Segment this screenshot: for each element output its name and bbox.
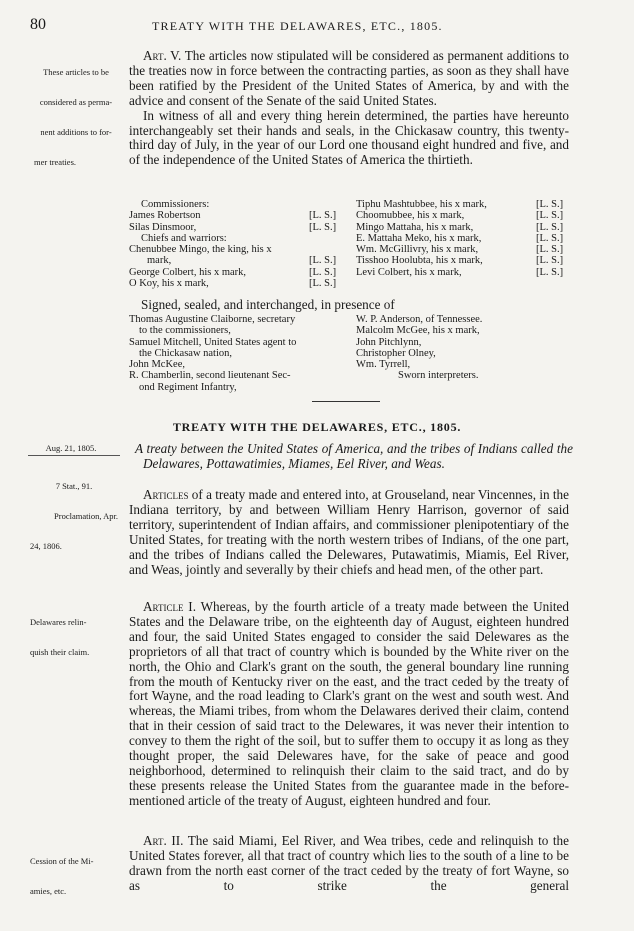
signature-name: mark, (147, 255, 172, 267)
seal: [L. S.] (309, 266, 337, 278)
articles-text: of a treaty made and entered into, at Grouseland, near Vincennes, in the Indiana territory, by and between William Henry Harrison, governor of said territory, superintendent of Indian affairs, and commissioner plenipotentiary of the United States, for treating with the north western tribes of Indians, of the one part, and the tribes of Indians called the Delewares, Putawatimis, Miamis, Eel River, and Weas, jointly and severally by their chiefs and head men, of the other part. (129, 487, 570, 577)
seal: [L. S.] (309, 255, 337, 267)
signature-name: Tiphu Mashtubbee, his x mark, (356, 199, 487, 210)
signature-row (356, 199, 571, 210)
signature-row (356, 222, 571, 233)
signature-name: O Koy, his x mark, (129, 278, 209, 290)
margin-note-cession (30, 836, 126, 906)
signature-row (129, 278, 344, 289)
witnesses-right (356, 314, 571, 382)
seal: [L. S.] (309, 221, 337, 233)
signature-name: Tisshoo Hoolubta, his x mark, (356, 255, 483, 267)
articles-lead: Articles (143, 487, 189, 502)
signature-name: Chenubbee Mingo, the king, his x (129, 244, 272, 256)
date-rule (28, 455, 120, 456)
witness-line: John McKee, (129, 359, 185, 371)
witness-line: R. Chamberlin, second lieutenant Sec- (129, 370, 291, 382)
witness-line: the Chickasaw nation, (139, 347, 233, 359)
witnesses-left (129, 314, 344, 393)
signature-row (356, 244, 571, 255)
margin-note-line: amies, etc. (30, 886, 67, 896)
citation-note (30, 461, 118, 561)
witness-line: W. P. Anderson, of Tennessee. (356, 314, 483, 325)
signatures-left (129, 199, 344, 289)
article-5-label: Art. V. (143, 48, 182, 63)
treaty-subtitle: A treaty between the United States of America, and the tribes of Indians called the Delawares, Pottawatimies, Miames, Eel River, and Weas. (135, 441, 573, 471)
witness-line: Wm. Tyrrell, (356, 359, 411, 371)
margin-note-line: Cession of the Mi- (30, 856, 94, 866)
signature-row (129, 199, 344, 210)
witness-line: Sworn interpreters. (398, 370, 479, 382)
article-2-text: The said Miami, Eel River, and Wea tribes, cede and relinquish to the United States forever, all that tract of country which lies to the south of a line to be drawn from the north east corner of the tract ceded by the treaty of fort Wayne, so as to strike the general (129, 833, 569, 893)
witness-line: ond Regiment Infantry, (139, 381, 237, 393)
witness-line: Thomas Augustine Claiborne, secretary (129, 314, 296, 325)
seal: [L. S.] (536, 210, 564, 222)
article-5 (129, 49, 569, 168)
signature-row (129, 222, 344, 233)
citation-line: 24, 1806. (30, 541, 62, 551)
in-witness-paragraph: In witness of all and every thing herein determined, the parties have hereunto interchangeably set their hands and seals, in the Chickasaw country, this twenty-third day of July, in the year of our Lord one thousand eight hundred and five, and of the independence of the United States of America the thirtieth. (129, 107, 569, 168)
article-2 (129, 834, 569, 894)
signature-row (129, 233, 344, 244)
seal: [L. S.] (309, 210, 337, 222)
signature-name: Chiefs and warriors: (141, 232, 227, 244)
articles-paragraph (129, 488, 569, 577)
treaty-date: Aug. 21, 1805. (45, 443, 97, 453)
signature-row (129, 244, 344, 255)
seal: [L. S.] (536, 266, 564, 278)
signature-row (356, 210, 571, 221)
article-1-label: Article I. (143, 599, 196, 614)
margin-note-line: nent additions to for- (40, 127, 112, 137)
seal: [L. S.] (536, 255, 564, 267)
seal: [L. S.] (536, 232, 564, 244)
witness-heading: Signed, sealed, and interchanged, in presence of (141, 297, 395, 312)
signature-name: Mingo Mattaha, his x mark, (356, 221, 474, 233)
witness-line: Samuel Mitchell, United States agent to (129, 336, 297, 348)
witness-line: John Pitchlynn, (356, 336, 422, 348)
signature-name: Commissioners: (141, 199, 210, 210)
article-1-text: Whereas, by the fourth article of a treaty made between the United States and the Delaware tribe, on the eighteenth day of August, eighteen hundred and four, the said United States engaged to consider the said Delewares as the proprietors of all that tract of country which is bounded by the White river on the north, the Ohio and Clark's grant on the south, the general boundary line running from the mouth of Kentucky river on the east, and the tract ceded by the treaty of fort Wayne, and the road leading to Clark's grant on the west and south west. And whereas, the Miami tribes, from whom the Delawares derived their claim, contend that in their cession of said tract to the Delewares, it was never their intention to convey to them the right of the soil, but to suffer them to occupy it as long as they thought proper, the said Delewares have, for the sake of peace and good neighborhood, determined to relinquish their claim to the said tract, and do by these presents release the United States from the guarantee made in the before-mentioned article of the treaty of August, eighteen hundred and four. (129, 599, 569, 808)
section-divider (312, 401, 380, 402)
signature-row (356, 233, 571, 244)
signature-name: James Robertson (129, 210, 201, 222)
running-title: TREATY WITH THE DELAWARES, ETC., 1805. (152, 19, 443, 33)
seal: [L. S.] (536, 221, 564, 233)
margin-note-line: quish their claim. (30, 647, 90, 657)
treaty-title: TREATY WITH THE DELAWARES, ETC., 1805. (172, 420, 462, 434)
signature-name: George Colbert, his x mark, (129, 266, 247, 278)
page-number: 80 (30, 16, 46, 33)
article-5-text: The articles now stipulated will be considered as permanent additions to the treaties now in force between the contracting parties, as soon as they shall have been ratified by the President of the United States of America, by and with the advice and consent of the Senate of the said United States. (129, 48, 569, 108)
margin-note-line: mer treaties. (34, 157, 77, 167)
signature-name: Choomubbee, his x mark, (356, 210, 465, 222)
signatures-right (356, 199, 571, 278)
margin-note-line: Delawares relin- (30, 617, 87, 627)
margin-note-line: These articles to be (43, 67, 109, 77)
witness-line: Malcolm McGee, his x mark, (356, 325, 480, 337)
signature-row (356, 255, 571, 266)
citation-line: 7 Stat., 91. (55, 481, 93, 491)
margin-note-line: considered as perma- (39, 97, 113, 107)
article-1 (129, 600, 569, 809)
signature-row (129, 210, 344, 221)
signature-row (129, 267, 344, 278)
witness-line: Christopher Olney, (356, 347, 436, 359)
article-2-label: Art. II. (143, 833, 184, 848)
signature-name: Levi Colbert, his x mark, (356, 266, 462, 278)
signature-row (129, 255, 344, 266)
seal: [L. S.] (536, 199, 564, 210)
signature-row (356, 267, 571, 278)
signature-name: Silas Dinsmoor, (129, 221, 197, 233)
signature-name: E. Mattaha Meko, his x mark, (356, 232, 482, 244)
signature-name: Wm. McGillivry, his x mark, (356, 244, 479, 256)
margin-note-art5 (28, 47, 124, 177)
witness-line: to the commissioners, (139, 325, 231, 337)
margin-note-delawares (30, 597, 126, 667)
seal: [L. S.] (309, 278, 337, 290)
seal: [L. S.] (536, 244, 564, 256)
citation-line: Proclamation, Apr. (54, 511, 118, 521)
